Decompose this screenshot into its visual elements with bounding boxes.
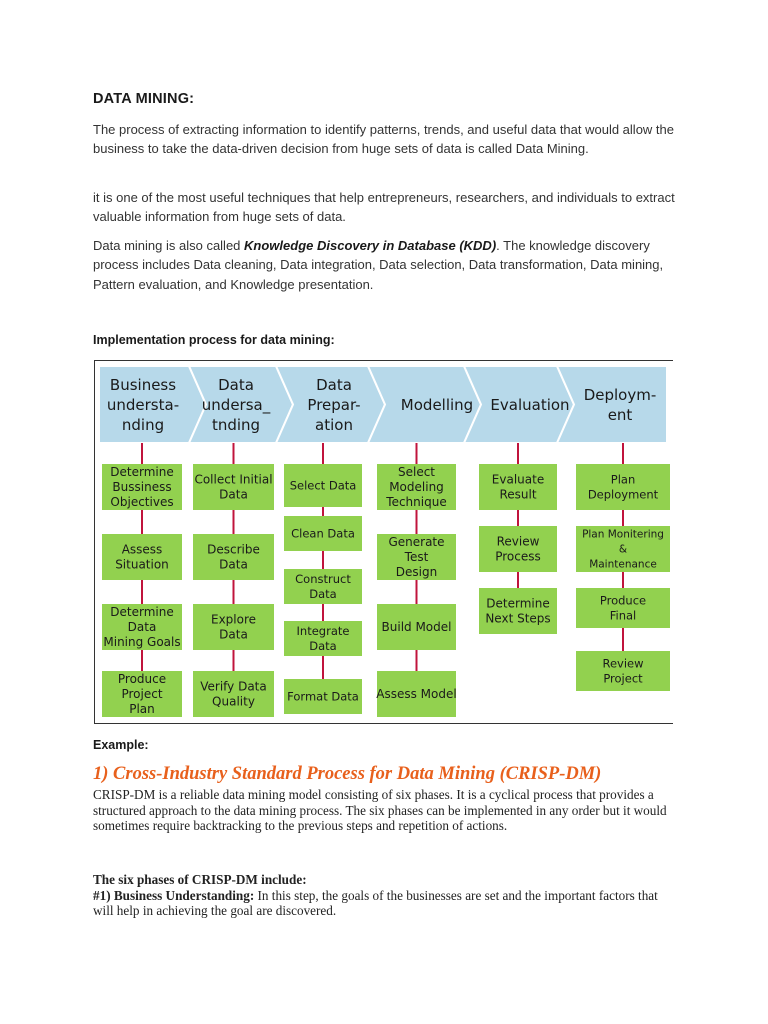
example-heading: Example: bbox=[93, 738, 149, 752]
crisp-dm-description: CRISP-DM is a reliable data mining model consisting of six phases. It is a cyclical process that provides a structured approach to the data mining process. The six phases can be implemented in any order but it would sometimes require backtracking to the previous steps and repetition of actions. bbox=[93, 787, 667, 834]
process-diagram bbox=[94, 360, 673, 724]
step-label: Build Model bbox=[381, 620, 452, 635]
step-label: Determine Data Mining Goals bbox=[103, 605, 181, 650]
step-label: Assess Situation bbox=[115, 542, 169, 572]
phase-label: Modelling bbox=[400, 395, 474, 414]
phase1-label: #1) Business Understanding: bbox=[93, 887, 255, 903]
step-label: Explore Data bbox=[210, 612, 257, 642]
paragraph-definition: The process of extracting information to identify patterns, trends, and useful data that would allow the business to take the data-driven decision from huge sets of data is called Data Mining. bbox=[93, 122, 674, 157]
implementation-heading: Implementation process for data mining: bbox=[93, 333, 335, 347]
phase-label: Data Prepar-ation bbox=[307, 375, 361, 434]
step-label: Review Process bbox=[495, 534, 541, 564]
step-label: Produce Final bbox=[599, 593, 647, 623]
step-label: Select Data bbox=[289, 478, 357, 493]
step-label: Clean Data bbox=[291, 526, 355, 541]
kdd-emphasis: Knowledge Discovery in Database (KDD) bbox=[244, 238, 497, 253]
phases-heading: The six phases of CRISP-DM include: bbox=[93, 872, 307, 887]
step-label: Assess Model bbox=[376, 687, 457, 702]
step-label: Determine Next Steps bbox=[485, 596, 551, 626]
phase-label: Data undersa_ tnding bbox=[201, 375, 271, 434]
phase-business-understanding bbox=[93, 888, 678, 919]
kdd-text-after: . The knowledge discovery process includes Data cleaning, Data integration, Data selection, Data transformation, Data mining, Pattern evaluation, and Knowledge presentation. bbox=[93, 238, 664, 292]
step-label: Describe Data bbox=[207, 542, 260, 572]
step-label: Generate Test Design bbox=[388, 535, 445, 580]
step-label: Construct Data bbox=[295, 572, 351, 602]
phase1-text: In this step, the goals of the businesses are set and the important factors that will help in achieving the goal are discovered. bbox=[93, 887, 658, 919]
phase-label: Evaluation bbox=[490, 395, 570, 414]
step-label: Integrate Data bbox=[296, 624, 350, 654]
step-label: Evaluate Result bbox=[491, 472, 545, 502]
paragraph-usefulness: it is one of the most useful techniques that help entrepreneurs, researchers, and individuals to extract valuable information from huge sets of data. bbox=[93, 190, 675, 225]
paragraph-kdd bbox=[93, 236, 683, 294]
process-diagram-svg bbox=[95, 361, 673, 723]
kdd-text-before: Data mining is also called bbox=[93, 238, 245, 253]
phase-label: Business understa-nding bbox=[106, 375, 180, 434]
step-label: Select Modeling Technique bbox=[386, 465, 447, 510]
step-label: Collect Initial Data bbox=[194, 472, 273, 502]
phase-chevron bbox=[557, 366, 667, 443]
step-label: Determine Bussiness Objectives bbox=[110, 465, 174, 510]
step-label: Plan Monitering & Maintenance bbox=[582, 528, 664, 571]
step-label: Review Project bbox=[602, 656, 644, 686]
step-label: Produce Project Plan bbox=[117, 672, 167, 717]
crisp-dm-phases bbox=[93, 872, 678, 919]
crisp-dm-title: 1) Cross-Industry Standard Process for Data Mining (CRISP-DM) bbox=[93, 764, 602, 784]
phase-label: Deploym-ent bbox=[583, 385, 657, 424]
step-label: Format Data bbox=[287, 689, 359, 704]
step-label: Verify Data Quality bbox=[200, 679, 267, 709]
step-label: Plan Deployment bbox=[587, 472, 659, 502]
page-heading: DATA MINING: bbox=[93, 91, 195, 107]
